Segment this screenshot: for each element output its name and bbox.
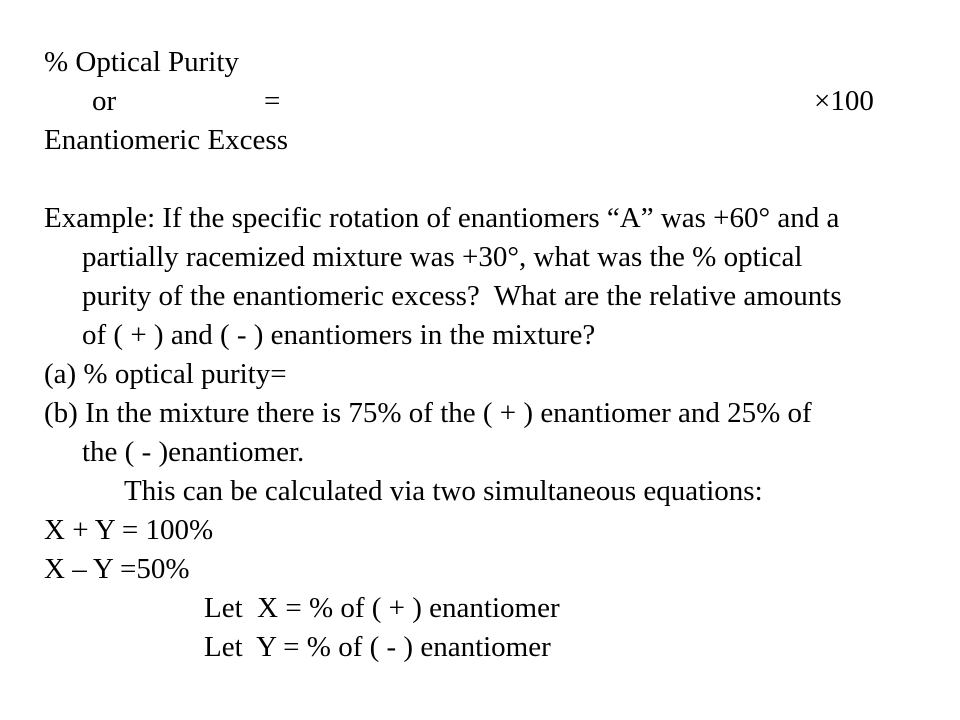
answer-a: (a) % optical purity= (44, 358, 287, 390)
formula-label-enantiomeric-excess: Enantiomeric Excess (44, 124, 288, 156)
formula-or: or (92, 85, 117, 117)
formula-label-optical-purity: % Optical Purity (44, 46, 239, 78)
example-line-2: partially racemized mixture was +30°, what was the % optical (82, 241, 803, 273)
let-x-definition: Let X = % of ( + ) enantiomer (204, 592, 560, 624)
let-y-definition: Let Y = % of ( - ) enantiomer (204, 631, 551, 663)
example-line-1: Example: If the specific rotation of enantiomers “A” was +60° and a (44, 202, 840, 234)
equation-2: X – Y =50% (44, 553, 190, 585)
example-line-4: of ( + ) and ( - ) enantiomers in the mixture? (82, 319, 596, 351)
formula-equals-sign: = (264, 85, 281, 117)
answer-b-line-3: This can be calculated via two simultaneous equations: (124, 475, 763, 507)
formula-times-100: ×100 (814, 85, 874, 117)
equation-1: X + Y = 100% (44, 514, 214, 546)
answer-b-line-1: (b) In the mixture there is 75% of the ( + ) enantiomer and 25% of (44, 397, 812, 429)
example-line-3: purity of the enantiomeric excess? What are the relative amounts (82, 280, 842, 312)
answer-b-line-2: the ( - )enantiomer. (82, 436, 305, 468)
